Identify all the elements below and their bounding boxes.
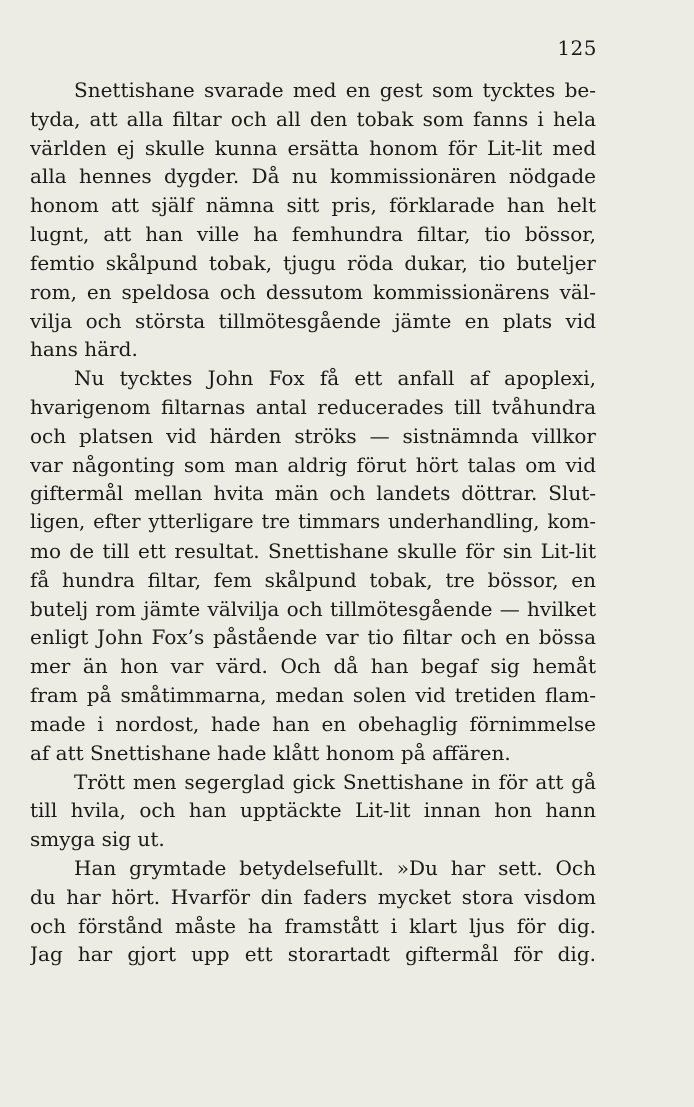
text-line: femtio skålpund tobak, tjugu röda dukar, tio buteljer (30, 250, 596, 275)
text-line: af att Snettishane hade klått honom på affären. (30, 740, 511, 765)
text-line: världen ej skulle kunna ersätta honom för Lit-lit med (30, 135, 596, 160)
body-text (30, 76, 596, 969)
text-line: hans härd. (30, 337, 138, 362)
text-line: och platsen vid härden ströks — sistnämnda villkor (30, 423, 596, 448)
text-line: vilja och största tillmötesgående jämte en plats vid (30, 308, 596, 333)
text-line: alla hennes dygder. Då nu kommissionären nödgade (30, 164, 596, 189)
text-line: honom att själf nämna sitt pris, förklarade han helt (30, 193, 596, 218)
text-line: made i nordost, hade han en obehaglig förnimmelse (30, 711, 596, 736)
text-line: få hundra filtar, fem skålpund tobak, tre bössor, en (30, 567, 596, 592)
text-line: hvarigenom filtarnas antal reducerades till tvåhundra (30, 394, 596, 419)
page-number: 125 (557, 36, 597, 60)
text-line: Snettishane svarade med en gest som tycktes be- (74, 78, 596, 102)
text-line: tyda, att alla filtar och all den tobak som fanns i hela (30, 106, 596, 131)
text-line: rom, en speldosa och dessutom kommissionärens väl- (30, 279, 596, 304)
text-line: Trött men segerglad gick Snettishane in för att gå (74, 769, 596, 794)
text-line: och förstånd måste ha framstått i klart ljus för dig. (30, 913, 596, 938)
text-line: du har hört. Hvarför din faders mycket stora visdom (30, 884, 596, 909)
text-line: smyga sig ut. (30, 827, 165, 852)
text-line: mo de till ett resultat. Snettishane skulle för sin Lit-lit (30, 539, 596, 563)
text-line: Han grymtade betydelsefullt. »Du har sett. Och (74, 855, 596, 880)
text-line: mer än hon var värd. Och då han begaf sig hemåt (30, 654, 596, 679)
text-line: ligen, efter ytterligare tre timmars underhandling, kom- (30, 510, 596, 534)
text-line: Jag har gjort upp ett storartadt giftermål för dig. (30, 942, 596, 967)
text-line: fram på småtimmarna, medan solen vid tretiden flam- (30, 683, 596, 708)
text-line: till hvila, och han upptäckte Lit-lit innan hon hann (30, 798, 596, 823)
text-line: var någonting som man aldrig förut hört talas om vid (30, 452, 596, 477)
text-line: butelj rom jämte välvilja och tillmötesgående — hvilket (30, 596, 596, 621)
text-line: enligt John Fox’s påstående var tio filtar och en bössa (30, 625, 596, 650)
text-line: giftermål mellan hvita män och landets döttrar. Slut- (30, 481, 596, 506)
text-line: lugnt, att han ville ha femhundra filtar, tio bössor, (30, 222, 596, 247)
text-line: Nu tycktes John Fox få ett anfall af apoplexi, (74, 366, 596, 391)
